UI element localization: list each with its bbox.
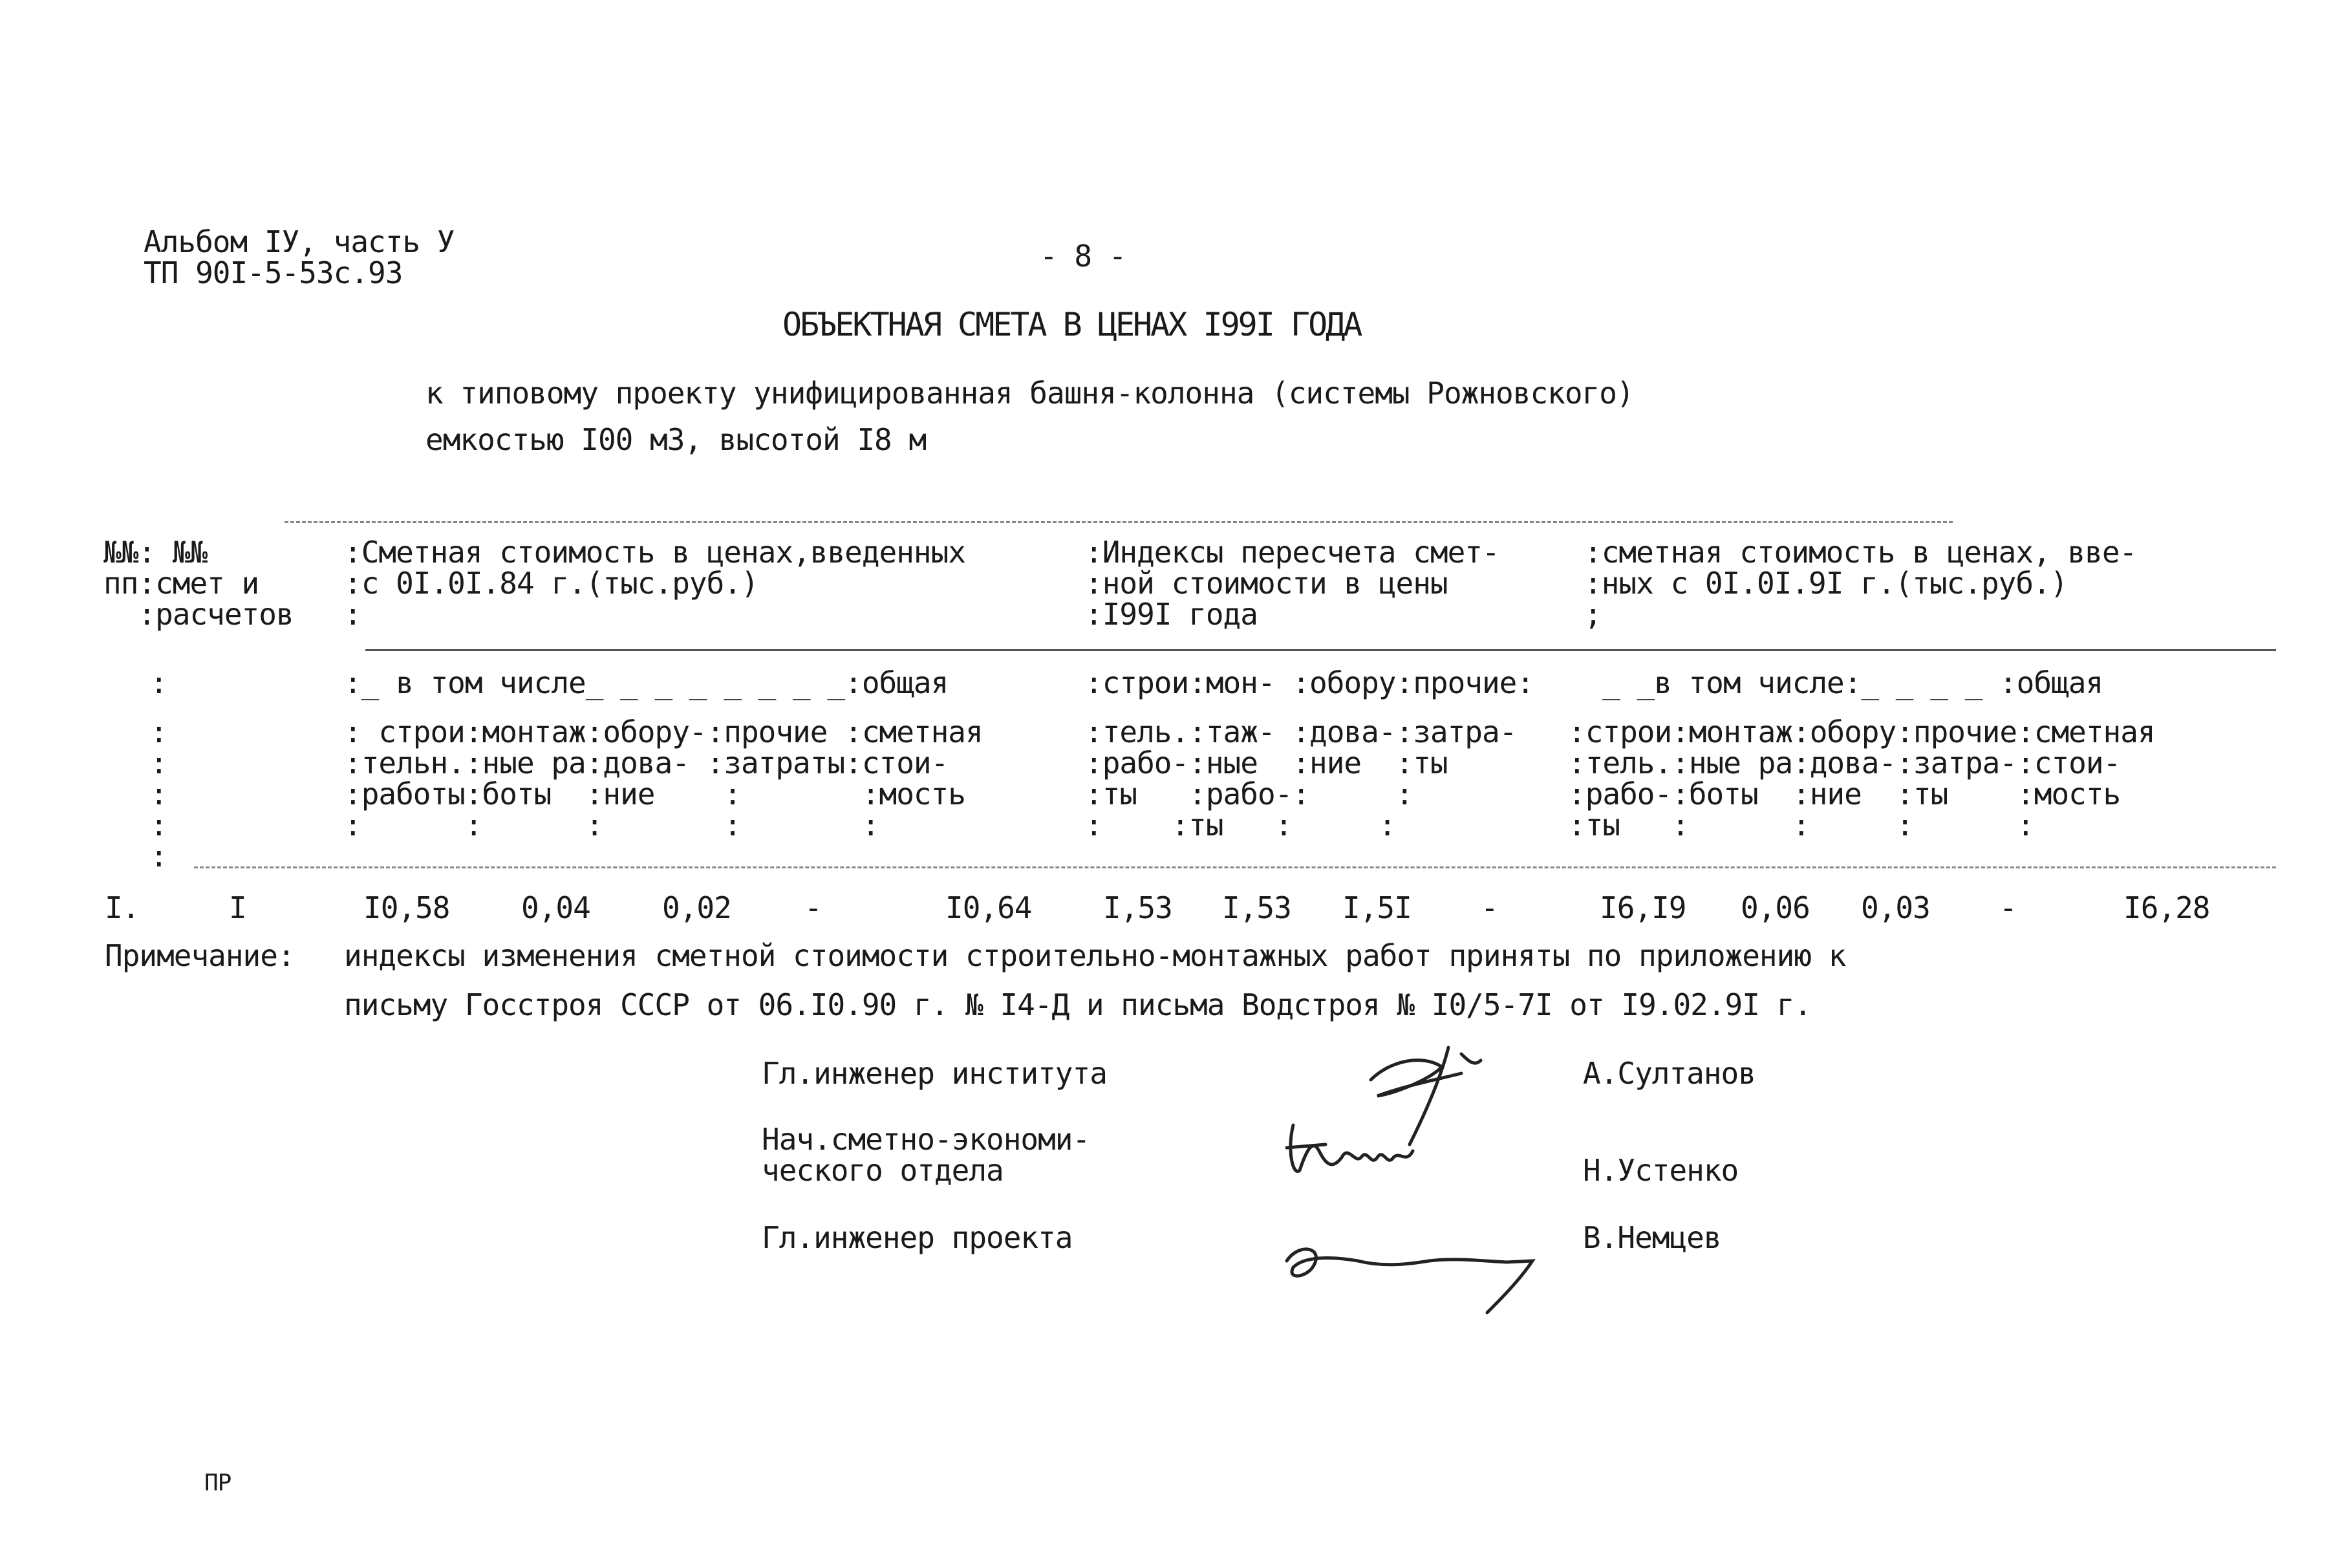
footer-mark: ПР	[204, 1470, 231, 1496]
cell-idx-montazh: I,53	[1222, 890, 1291, 925]
header-mid-group-3: _ _в том числе:_ _ _ _ :общая	[1602, 665, 2103, 700]
note-line-2: письму Госстроя СССР от 06.I0.90 г. № I4-Д и письма Водстроя № I0/5-7I от I9.02.9I г.	[344, 987, 1812, 1022]
signature-position-3: Гл.инженер проекта	[762, 1220, 1073, 1255]
page-number: - 8 -	[1040, 239, 1126, 274]
group-1-header-1: :Сметная стоимость в ценах,введенных	[344, 535, 965, 570]
signature-position-2: Нач.сметно-экономи- ческого отдела	[762, 1122, 1090, 1188]
cell-v91-stroi: I6,I9	[1600, 890, 1686, 925]
header-mid-left: :	[150, 665, 167, 700]
cell-v91-proch: -	[1999, 890, 2017, 925]
header-bottom-rule	[194, 866, 2276, 868]
header-sub-left: : : : : :	[150, 714, 167, 874]
project-code: ТП 90I-5-53с.93	[144, 255, 403, 290]
handwritten-signature-3	[1274, 1222, 1558, 1319]
subtitle-line-2: емкостью I00 м3, высотой I8 м	[425, 422, 927, 457]
col-num-header-1: №№: №№	[103, 535, 208, 570]
header-sub-group-2: :тель.:таж- :дова-:затра- :рабо-:ные :ние :ты :ты :рабо-: : : :ты : :	[1085, 714, 1517, 843]
signature-name-3: В.Немцев	[1583, 1220, 1721, 1255]
cell-smet: I	[229, 890, 246, 925]
group-2-header-1: :Индексы пересчета смет-	[1085, 535, 1499, 570]
cell-pp: I.	[105, 890, 140, 925]
header-rule	[365, 649, 2276, 651]
cell-v84-obor: 0,02	[662, 890, 731, 925]
group-2-header-3: :I99I года	[1085, 597, 1258, 632]
group-2-header-2: :ной стоимости в цены	[1085, 566, 1448, 601]
note-line-1: индексы изменения сметной стоимости строительно-монтажных работ приняты по приложению к	[344, 938, 1846, 973]
header-sub-group-3: :строи:монтаж:обору:прочие:сметная :тель.:ные ра:дова-:затра-:стои- :рабо-:боты :ние :ты :мость :ты : : : :	[1568, 714, 2155, 843]
cell-v84-stroi: I0,58	[363, 890, 450, 925]
cell-v91-obor: 0,03	[1861, 890, 1930, 925]
header-mid-group-2: :строи:мон- :обору:прочие:	[1085, 665, 1534, 700]
handwritten-signature-2	[1280, 1112, 1435, 1190]
cell-v84-montazh: 0,04	[521, 890, 590, 925]
note-label: Примечание:	[105, 938, 295, 973]
group-1-header-2: :с 0I.0I.84 г.(тыс.руб.)	[344, 566, 758, 601]
cell-v91-montazh: 0,06	[1741, 890, 1810, 925]
col-num-header-3: :расчетов	[103, 597, 294, 632]
cell-v84-total: I0,64	[945, 890, 1032, 925]
group-3-header-2: :ных с 0I.0I.9I г.(тыс.руб.)	[1584, 566, 2068, 601]
signature-name-1: А.Султанов	[1583, 1056, 1756, 1091]
header-sub-group-1: : строи:монтаж:обору-:прочие :сметная :тельн.:ные ра:дова- :затраты:стои- :работы:боты :ние : :мость : : : : :	[344, 714, 983, 843]
album-label: Альбом IУ, часть У	[144, 224, 455, 259]
signature-position-1: Гл.инженер института	[762, 1056, 1107, 1091]
table-top-rule	[285, 521, 1953, 523]
group-3-header-1: :сметная стоимость в ценах, вве-	[1584, 535, 2137, 570]
group-3-header-3: ;	[1584, 597, 1602, 632]
cell-v91-total: I6,28	[2123, 890, 2210, 925]
group-1-header-3: :	[344, 597, 361, 632]
header-mid-group-1: :_ в том числе_ _ _ _ _ _ _ _:общая	[344, 665, 949, 700]
cell-idx-proch: -	[1481, 890, 1498, 925]
cell-v84-proch: -	[804, 890, 822, 925]
subtitle-line-1: к типовому проекту унифицированная башня-колонна (системы Рожновского)	[425, 376, 1634, 411]
signature-name-2: Н.Устенко	[1583, 1153, 1739, 1188]
col-num-header-2: пп:смет и	[103, 566, 259, 601]
cell-idx-stroi: I,53	[1103, 890, 1172, 925]
cell-idx-obor: I,5I	[1342, 890, 1412, 925]
document-title: ОБЪЕКТНАЯ СМЕТА В ЦЕНАХ I99I ГОДА	[782, 306, 1361, 343]
